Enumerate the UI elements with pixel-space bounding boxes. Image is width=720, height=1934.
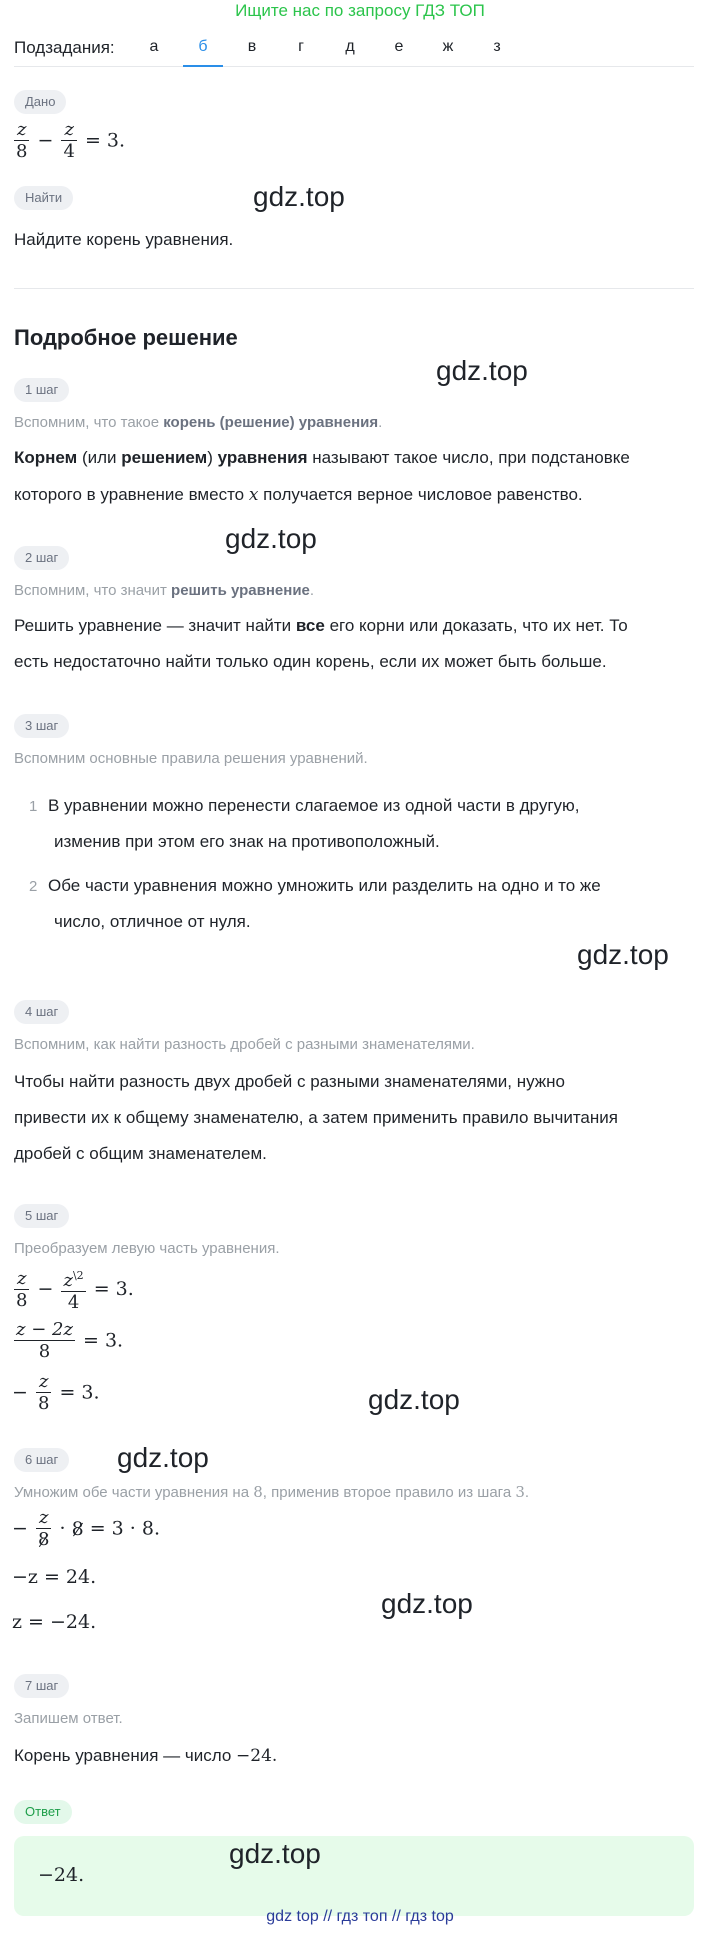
step-2-line-1: Решить уравнение — значит найти все его корни или доказать, что их нет. То [14, 616, 628, 635]
step-3-hint: Вспомним основные правила решения уравнений. [14, 750, 368, 767]
rule-1-line-1: В уравнении можно перенести слагаемое из одной части в другую, [48, 796, 580, 815]
step-4-hint: Вспомним, как найти разность дробей с разными знаменателями. [14, 1036, 475, 1053]
step-4-line-3: дробей с общим знаменателем. [14, 1144, 267, 1163]
step-1-chip: 1 шаг [14, 378, 69, 402]
subtasks-tabs [14, 34, 694, 67]
tab-d[interactable]: д [345, 38, 355, 55]
tab-b[interactable]: б [183, 38, 223, 67]
top-banner: Ищите нас по запросу ГДЗ ТОП [235, 1, 485, 20]
step-5-equation-3: − $\frac{z}{8}$ = 3. [12, 1371, 100, 1414]
rule-number: 1 [29, 798, 38, 815]
answer-value: −24. [38, 1864, 85, 1886]
answer-box [14, 1836, 694, 1916]
watermark: gdz.top [368, 1384, 460, 1415]
tab-g[interactable]: г [298, 38, 304, 55]
watermark: gdz.top [577, 939, 669, 970]
given-chip: Дано [14, 90, 66, 114]
step-2-hint: Вспомним, что значит решить уравнение. [14, 582, 315, 599]
step-5-hint: Преобразуем левую часть уравнения. [14, 1240, 280, 1257]
step-6-hint: Умножим обе части уравнения на 8, применив второе правило из шага 3. [14, 1483, 530, 1501]
tab-zh[interactable]: ж [442, 38, 454, 55]
find-text: Найдите корень уравнения. [14, 230, 234, 249]
step-4-chip: 4 шаг [14, 1000, 69, 1024]
watermark: gdz.top [117, 1442, 209, 1473]
watermark: gdz.top [253, 181, 345, 212]
answer-chip: Ответ [14, 1800, 72, 1824]
step-6-equation-1: − $\frac{z}{8}$ · 8 = 3 · 8. [12, 1507, 160, 1550]
step-4-line-2: привести их к общему знаменателю, а затем применить правило вычитания [14, 1108, 618, 1127]
step-5-chip: 5 шаг [14, 1204, 69, 1228]
watermark: gdz.top [229, 1838, 321, 1869]
footer-links[interactable]: gdz top // гдз топ // гдз top [266, 1908, 454, 1925]
step-5-equation-2: $\frac{z - 2z}{8}$ = 3. [16, 1319, 124, 1362]
watermark: gdz.top [381, 1588, 473, 1619]
rule-2-line-2: число, отличное от нуля. [54, 912, 251, 931]
watermark: gdz.top [436, 355, 528, 386]
tab-e[interactable]: е [394, 38, 404, 55]
step-2-line-2: есть недостаточно найти только один корень, если их может быть больше. [14, 652, 607, 671]
tab-a[interactable]: а [149, 38, 159, 55]
rule-number: 2 [29, 878, 38, 895]
rule-1-line-2: изменив при этом его знак на противоположный. [54, 832, 440, 851]
step-5-equation-1: $\frac{z}{8}$ − $\frac{z^{\backslash 2}}{4}$ = 3. [16, 1267, 134, 1313]
divider [14, 288, 694, 289]
step-7-text: Корень уравнения — число −24. [14, 1746, 278, 1766]
tab-v[interactable]: в [247, 38, 257, 55]
step-6-equation-2: −z = 24. [12, 1566, 97, 1588]
find-chip: Найти [14, 186, 73, 210]
step-7-chip: 7 шаг [14, 1674, 69, 1698]
subtasks-label: Подзадания: [14, 38, 115, 57]
step-1-line-1: Корнем (или решением) уравнения называют такое число, при подстановке [14, 448, 630, 467]
step-4-line-1: Чтобы найти разность двух дробей с разными знаменателями, нужно [14, 1072, 566, 1091]
solution-title: Подробное решение [14, 325, 238, 350]
step-6-equation-3: z = −24. [12, 1611, 97, 1633]
rule-2-line-1: Обе части уравнения можно умножить или разделить на одно и то же [48, 876, 601, 895]
watermark: gdz.top [225, 523, 317, 554]
given-equation: $\frac{z}{8}$ − $\frac{z}{4}$ = 3. [16, 119, 126, 162]
step-6-chip: 6 шаг [14, 1448, 69, 1472]
step-1-line-2: которого в уравнение вместо x получается верное числовое равенство. [14, 485, 583, 505]
tab-z[interactable]: з [493, 38, 501, 55]
step-7-hint: Запишем ответ. [14, 1710, 123, 1727]
step-1-hint: Вспомним, что такое корень (решение) уравнения. [14, 414, 383, 431]
step-2-chip: 2 шаг [14, 546, 69, 570]
step-3-chip: 3 шаг [14, 714, 69, 738]
